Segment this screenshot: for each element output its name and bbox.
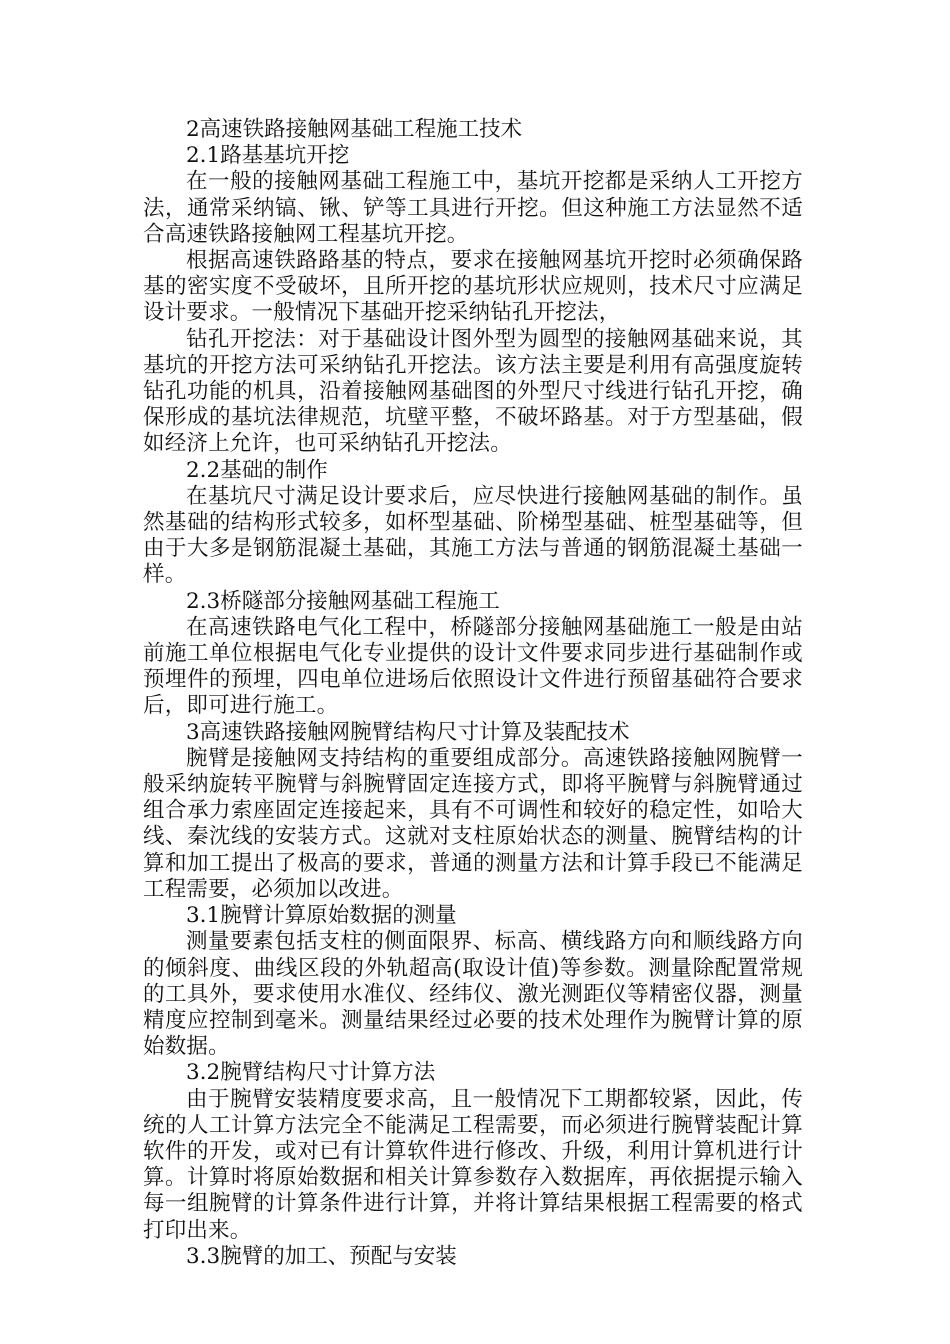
section-heading-3-1: 3.1腕臂计算原始数据的测量 xyxy=(186,903,457,929)
section-heading-2-2: 2.2基础的制作 xyxy=(186,457,328,483)
paragraph: 测量要素包括支柱的侧面限界、标高、横线路方向和顺线路方向的倾斜度、曲线区段的外轨超高(取设计值)等参数。测量除配置常规的工具外，要求使用水准仪、经纬仪、激光测距仪等精密仪器，测量精度应控制到毫米。测量结果经过必要的技术处理作为腕臂计算的原始数据。 xyxy=(143,929,803,1060)
section-heading-3-2: 3.2腕臂结构尺寸计算方法 xyxy=(186,1060,436,1086)
section-heading-3: 3高速铁路接触网腕臂结构尺寸计算及装配技术 xyxy=(186,719,630,745)
paragraph: 在高速铁路电气化工程中，桥隧部分接触网基础施工一般是由站前施工单位根据电气化专业提供的设计文件要求同步进行基础制作或预埋件的预埋，四电单位进场后依照设计文件进行预留基础符合要求后，即可进行施工。 xyxy=(143,614,803,719)
section-heading-2: 2高速铁路接触网基础工程施工技术 xyxy=(186,117,523,142)
section-heading-2-3: 2.3桥隧部分接触网基础工程施工 xyxy=(186,588,500,614)
paragraph: 由于腕臂安装精度要求高，且一般情况下工期都较紧，因此，传统的人工计算方法完全不能满足工程需要，而必须进行腕臂装配计算软件的开发，或对已有计算软件进行修改、升级，利用计算机进行计算。计算时将原始数据和相关计算参数存入数据库，再依据提示输入每一组腕臂的计算条件进行计算，并将计算结果根据工程需要的格式打印出来。 xyxy=(143,1086,803,1243)
document-page xyxy=(143,117,803,1270)
section-heading-2-1: 2.1路基基坑开挖 xyxy=(186,143,350,169)
paragraph: 在基坑尺寸满足设计要求后，应尽快进行接触网基础的制作。虽然基础的结构形式较多，如杯型基础、阶梯型基础、桩型基础等，但由于大多是钢筋混凝土基础，其施工方法与普通的钢筋混凝土基础一样。 xyxy=(143,483,803,588)
paragraph: 钻孔开挖法：对于基础设计图外型为圆型的接触网基础来说，其基坑的开挖方法可采纳钻孔开挖法。该方法主要是利用有高强度旋转钻孔功能的机具，沿着接触网基础图的外型尺寸线进行钻孔开挖，确保形成的基坑法律规范，坑壁平整，不破坏路基。对于方型基础，假如经济上允许，也可采纳钻孔开挖法。 xyxy=(143,326,803,457)
section-heading-3-3: 3.3腕臂的加工、预配与安装 xyxy=(186,1243,457,1269)
paragraph: 在一般的接触网基础工程施工中，基坑开挖都是采纳人工开挖方法，通常采纳镐、锹、铲等工具进行开挖。但这种施工方法显然不适合高速铁路接触网工程基坑开挖。 xyxy=(143,169,803,247)
paragraph: 腕臂是接触网支持结构的重要组成部分。高速铁路接触网腕臂一般采纳旋转平腕臂与斜腕臂固定连接方式，即将平腕臂与斜腕臂通过组合承力索座固定连接起来，具有不可调性和较好的稳定性，如哈大线、秦沈线的安装方式。这就对支柱原始状态的测量、腕臂结构的计算和加工提出了极高的要求，普通的测量方法和计算手段已不能满足工程需要，必须加以改进。 xyxy=(143,745,803,902)
paragraph: 根据高速铁路路基的特点，要求在接触网基坑开挖时必须确保路基的密实度不受破坏，且所开挖的基坑形状应规则，技术尺寸应满足设计要求。一般情况下基础开挖采纳钻孔开挖法， xyxy=(143,248,803,326)
